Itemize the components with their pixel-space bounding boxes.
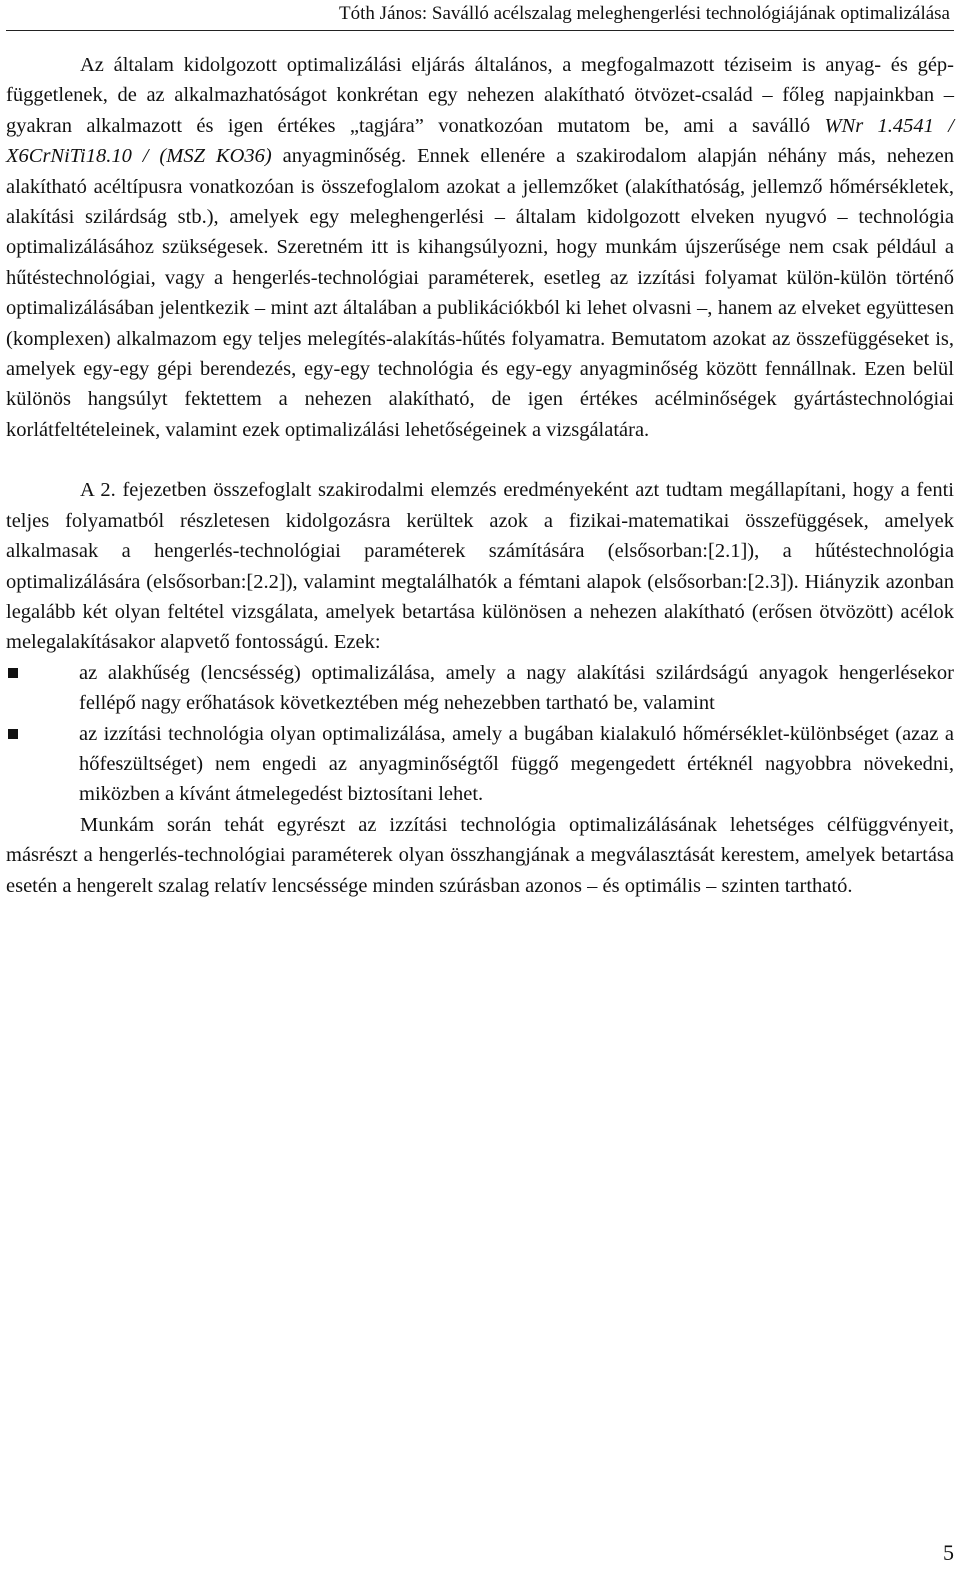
- list-item-text: az izzítási technológia olyan optimalizálása, amely a bugában kialakuló hőmérséklet-különbséget (azaz a hőfeszültséget) nem engedi az anyagminőségtől függő megengedett értéknél nagyobbra növekedni, miközben a kívánt átmelegedést biztosítani lehet.: [79, 722, 954, 806]
- list-item: [6, 658, 954, 719]
- square-bullet-icon: [8, 729, 18, 739]
- list-item: [6, 719, 954, 810]
- paragraph-3: Munkám során tehát egyrészt az izzítási technológia optimalizálásának lehetséges célfüggvényeit, másrészt a hengerlés-technológiai paraméterek olyan összhangjának a megválasztását kerestem, amelyek betartása esetén a hengerelt szalag relatív lencséssége minden szúrásban azonos – és optimális – szinten tartható.: [6, 813, 954, 897]
- running-header: Tóth János: Saválló acélszalag meleghengerlési technológiájának optimalizálása: [339, 3, 950, 24]
- paragraph-1-part-2: anyagminőség. Ennek ellenére a szakirodalom alapján néhány más, nehezen alakítható acéltípusra vonatkozóan is összefoglalom azokat a jellemzőket (alakíthatóság, jellemző hőmérsékletek, alakítási szilárdság stb.), amelyek egy meleghengerlési – általam kidolgozott elveken nyugvó – technológia optimalizálásához szükségesek. Szeretném itt is kihangsúlyozni, hogy munkám újszerűsége nem csak például a hűtéstechnológiai, vagy a hengerlés-technológiai paraméterek, esetleg az izzítási folyamat külön-külön történő optimalizálásában jelentkezik – mint azt általában a publikációkból ki lehet olvasni –, hanem az elveket együttesen (komplexen) alkalmazom egy teljes melegítés-alakítás-hűtés folyamatra. Bemutatom azokat az összefüggéseket is, amelyek egy-egy gépi berendezés, egy-egy technológia és egy-egy anyagminőség között fennállnak. Ezen belül különös hangsúlyt fektettem a nehezen alakítható, de igen értékes acélminőségek gyártástechnológiai korlátfeltételeinek, valamint ezek optimalizálási lehetőségeinek a vizsgálatára.: [6, 145, 954, 441]
- page-number: 5: [943, 1540, 954, 1565]
- paragraph-1: [6, 50, 954, 445]
- square-bullet-icon: [8, 668, 18, 678]
- bullet-list: [6, 658, 954, 810]
- material-designation: WNr 1.4541 / X6CrNiTi18.10 / (MSZ KO36): [6, 114, 954, 168]
- header-rule: [6, 30, 954, 31]
- paragraph-1-part-1: Az általam kidolgozott optimalizálási eljárás általános, a megfogalmazott téziseim is anyag- és gép-függetlenek, de az alkalmazhatóságot konkrétan egy nehezen alakítható ötvözet-család – főleg napjainkban – gyakran alkalmazott és igen értékes „tagjára” vonatkozóan mutatom be, ami a saválló: [6, 54, 954, 137]
- list-item-text: az alakhűség (lencsésség) optimalizálása, amely a nagy alakítási szilárdságú anyagok hengerlésekor fellépő nagy erőhatások következtében még nehezebben tartható be, valamint: [79, 661, 954, 715]
- paragraph-2: A 2. fejezetben összefoglalt szakirodalmi elemzés eredményeként azt tudtam megállapítani, hogy a fenti teljes folyamatból részletesen kidolgozásra kerültek azok a fizikai-matematikai összefüggések, amelyek alkalmasak a hengerlés-technológiai paraméterek számítására (elsősorban:[2.1]), a hűtéstechnológia optimalizálására (elsősorban:[2.2]), valamint megtalálhatók a fémtani alapok (elsősorban:[2.3]). Hiányzik azonban legalább két olyan feltétel vizsgálata, amelyek betartása különösen a nehezen alakítható (erősen ötvözött) acélok melegalakításakor alapvető fontosságú. Ezek:: [6, 479, 954, 654]
- body-text: [6, 50, 954, 901]
